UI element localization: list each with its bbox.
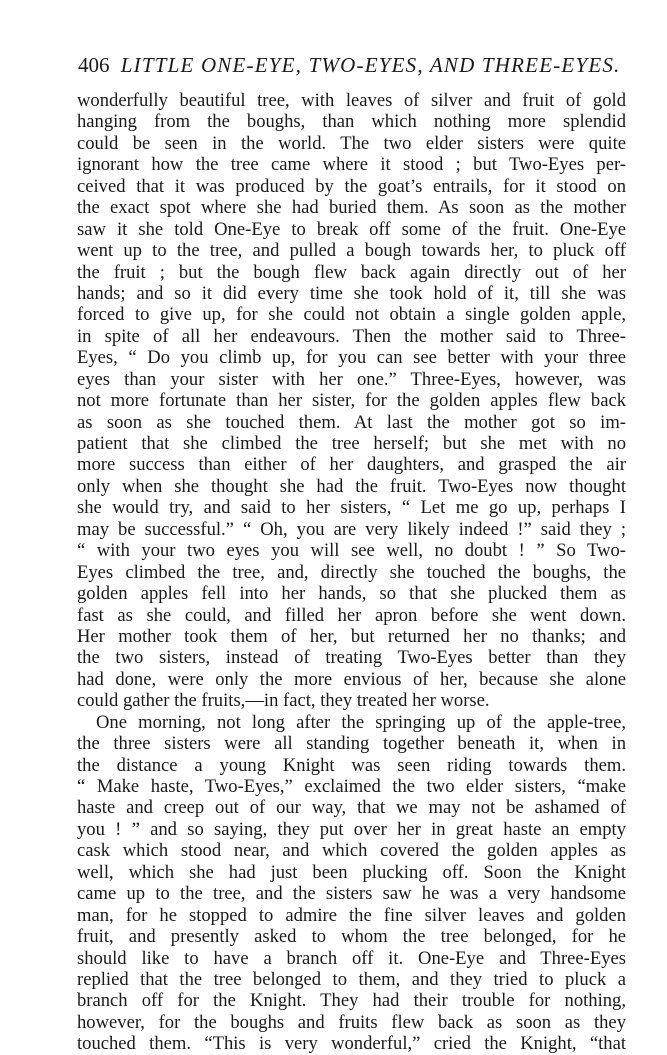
text-line: saw it she told One-Eye to break off some of the fruit. One-Eye [77,218,626,240]
text-line: went up to the tree, and pulled a bough towards her, to pluck off [77,240,626,262]
text-line: the distance a young Knight was seen riding towards them. [77,754,626,776]
text-line: as soon as she touched them. At last the mother got so im- [77,411,626,433]
text-line: Eyes, “ Do you climb up, for you can see better with your three [77,347,626,369]
text-line: haste and creep out of our way, that we may not be ashamed of [77,797,626,819]
text-line: well, which she had just been plucking off. Soon the Knight [77,861,626,883]
text-line: wonderfully beautiful tree, with leaves of silver and fruit of gold [77,90,626,111]
text-line: patient that she climbed the tree herself; but she met with no [77,433,626,454]
text-line: should like to have a branch off it. One-Eye and Three-Eyes [77,947,626,969]
text-line: cask which stood near, and which covered the golden apples as [77,840,626,862]
text-line: branch off for the Knight. They had their trouble for nothing, [77,990,626,1012]
text-line: replied that the tree belonged to them, and they tried to pluck a [77,968,626,990]
text-line: eyes than your sister with her one.” Three-Eyes, however, was [77,368,626,390]
text-line: hanging from the boughs, than which nothing more splendid [77,111,626,133]
text-line: fast as she could, and filled her apron before she went down. [77,604,626,626]
running-head [78,50,626,80]
text-line: she would try, and said to her sisters, “ Let me go up, perhaps I [77,497,626,519]
text-line: could be seen in the world. The two elder sisters were quite [77,132,626,154]
text-line: forced to give up, for she could not obtain a single golden apple, [77,304,626,326]
text-line: Eyes climbed the tree, and, directly she touched the boughs, the [77,561,626,583]
text-line: touched them. “This is very wonderful,” cried the Knight, “that [77,1033,626,1055]
text-line: could gather the fruits,—in fact, they treated her worse. [77,690,490,712]
paragraph [77,712,626,1055]
text-line: you ! ” and so saying, they put over her in great haste an empty [77,818,626,840]
text-line: man, for he stopped to admire the fine silver leaves and golden [77,904,626,926]
text-line: One morning, not long after the springing up of the apple-tree, [96,711,626,733]
page-number: 406 [78,53,110,77]
text-line: fruit, and presently asked to whom the tree belonged, for he [77,926,626,948]
text-line: more success than either of her daughters, and grasped the air [77,454,626,476]
text-line: Her mother took them of her, but returned her no thanks; and [77,625,626,647]
text-line: in spite of all her endeavours. Then the mother said to Three- [77,325,626,347]
text-line: “ Make haste, Two-Eyes,” exclaimed the two elder sisters, “make [77,776,626,797]
text-line: the two sisters, instead of treating Two-Eyes better than they [77,647,626,669]
text-line: the three sisters were all standing together beneath it, when in [77,733,626,755]
text-line: not more fortunate than her sister, for the golden apples flew back [77,390,626,412]
text-line: only when she thought she had the fruit. Two-Eyes now thought [77,475,626,497]
text-line: ignorant how the tree came where it stood ; but Two-Eyes per- [77,154,626,176]
text-line: however, for the boughs and fruits flew back as soon as they [77,1011,626,1033]
text-line: came up to the tree, and the sisters saw he was a very handsome [77,883,626,905]
text-line: hands; and so it did every time she took hold of it, till she was [77,282,626,304]
text-line: ceived that it was produced by the goat’s entrails, for it stood on [77,175,626,197]
paragraph [77,90,626,712]
body-text [77,90,626,1055]
running-title: LITTLE ONE-EYE, TWO-EYES, AND THREE-EYES. [120,53,621,77]
text-line: “ with your two eyes you will see well, no doubt ! ” So Two- [77,540,626,562]
text-line: had done, were only the more envious of her, because she alone [77,668,626,690]
text-line: the exact spot where she had buried them. As soon as the mother [77,197,626,219]
text-line: the fruit ; but the bough flew back again directly out of her [77,261,626,283]
text-line: golden apples fell into her hands, so that she plucked them as [77,583,626,605]
text-line: may be successful.” “ Oh, you are very likely indeed !” said they ; [77,518,626,540]
